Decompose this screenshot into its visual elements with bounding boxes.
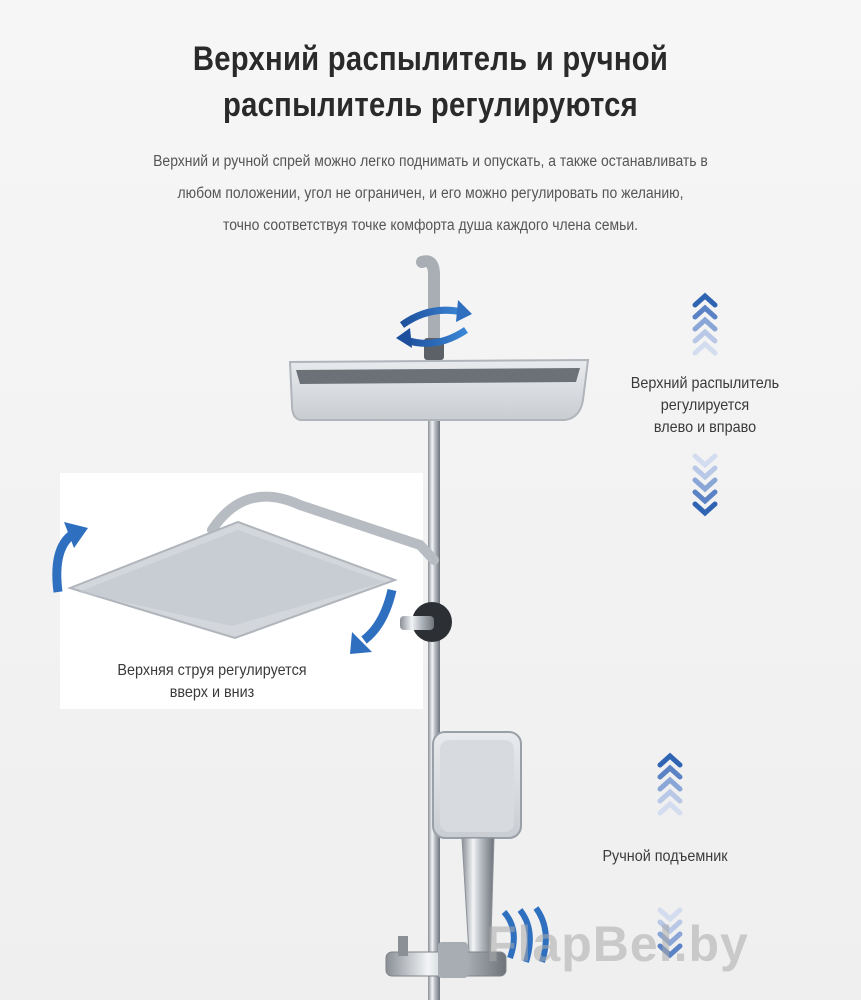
top-shower-head (290, 360, 588, 420)
chevron-up-group-bottom-icon (660, 756, 680, 813)
description-line-3: точно соответствуя точке комфорта душа каждого члена семьи. (222, 217, 639, 234)
watermark: FlapBel.by (486, 916, 749, 972)
description-line-1: Верхний и ручной спрей можно легко поднимать и опускать, а также останавливать в (153, 153, 708, 170)
top-spray-callout-line-1: Верхний распылитель (630, 375, 780, 392)
top-jet-callout (104, 660, 320, 704)
top-jet-callout-line-2: вверх и вниз (169, 684, 255, 701)
tilted-shower-head (70, 497, 452, 642)
top-spray-callout (620, 373, 791, 439)
hand-lift-callout: Ручной подъемник (602, 848, 728, 865)
chevron-up-group-top-icon (695, 296, 715, 353)
top-spray-callout-line-2: регулируется (660, 397, 750, 414)
chevron-down-group-top-icon (695, 456, 715, 513)
title-line-2: распылитель регулируются (222, 86, 638, 124)
description-line-2: любом положении, угол не ограничен, и его можно регулировать по желанию, (177, 185, 684, 202)
top-spray-callout-line-3: влево и вправо (653, 419, 757, 436)
title-line-1: Верхний распылитель и ручной (192, 40, 669, 78)
main-pipe (428, 420, 440, 1000)
top-jet-callout-line-1: Верхняя струя регулируется (117, 662, 307, 679)
